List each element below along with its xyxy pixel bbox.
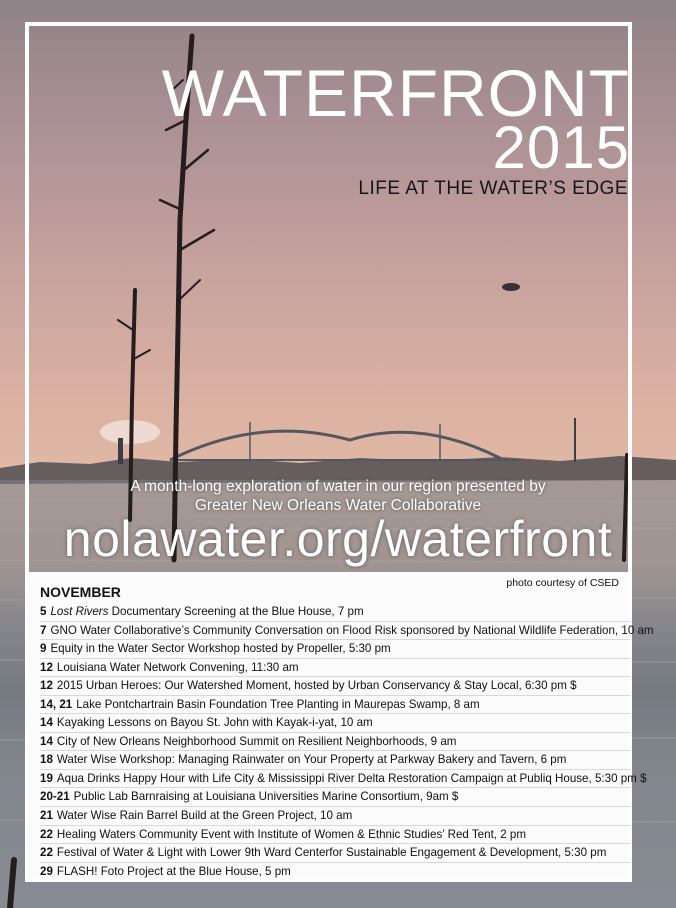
event-date: 14, 21 <box>40 697 73 711</box>
events-list <box>40 603 654 881</box>
event-date: 22 <box>40 846 53 860</box>
intro-line-2: Greater New Orleans Water Collaborative <box>194 497 482 514</box>
event-text: Water Wise Workshop: Managing Rainwater on Your Property at Parkway Bakery and Tavern, 6 pm <box>56 753 567 767</box>
event-item <box>40 677 630 696</box>
event-item <box>40 863 630 882</box>
subtitle: LIFE AT THE WATER’S EDGE <box>358 178 628 199</box>
intro-line-1: A month-long exploration of water in our region presented by <box>130 478 546 495</box>
month-heading: NOVEMBER <box>40 584 121 600</box>
event-item <box>40 696 630 715</box>
event-date: 18 <box>40 753 53 767</box>
event-date: 5 <box>40 605 47 618</box>
event-title-italic: Lost Rivers <box>50 605 109 618</box>
event-date: 20-21 <box>40 790 70 804</box>
event-text: Festival of Water & Light with Lower 9th Ward Centerfor Sustainable Engagement & Development, 5:30 pm <box>56 846 607 860</box>
event-text: Healing Waters Community Event with Institute of Women & Ethnic Studies’ Red Tent, 2 pm <box>56 827 527 841</box>
event-text: FLASH! Foto Project at the Blue House, 5 pm <box>56 864 291 878</box>
event-item <box>40 788 630 807</box>
event-text: Louisiana Water Network Convening, 11:30 am <box>56 660 299 674</box>
event-date: 12 <box>40 679 53 693</box>
event-item <box>40 807 630 826</box>
website-url[interactable]: nolawater.org/waterfront <box>63 511 613 567</box>
event-item <box>40 770 647 789</box>
event-date: 29 <box>40 864 53 878</box>
event-date: 14 <box>40 716 53 730</box>
event-text: City of New Orleans Neighborhood Summit on Resilient Neighborhoods, 9 am <box>56 734 457 748</box>
event-item <box>40 714 630 733</box>
event-item <box>40 603 630 622</box>
event-text: Public Lab Barnraising at Louisiana Universities Marine Consortium, 9am $ <box>73 790 459 804</box>
event-date: 14 <box>40 734 53 748</box>
event-text: Kayaking Lessons on Bayou St. John with Kayak-i-yat, 10 am <box>56 716 373 730</box>
event-text: Lake Pontchartrain Basin Foundation Tree Planting in Maurepas Swamp, 8 am <box>76 697 480 711</box>
event-date: 7 <box>40 623 47 637</box>
event-item <box>40 640 630 659</box>
event-text: Equity in the Water Sector Workshop hosted by Propeller, 5:30 pm <box>50 642 391 656</box>
event-date: 22 <box>40 827 53 841</box>
event-date: 19 <box>40 771 53 785</box>
event-item <box>40 733 630 752</box>
event-item <box>40 622 654 641</box>
event-item <box>40 751 630 770</box>
event-text: GNO Water Collaborative’s Community Conversation on Flood Risk sponsored by National Wildlife Federation, 10 am <box>50 623 654 637</box>
event-date: 12 <box>40 660 53 674</box>
event-date: 9 <box>40 642 47 656</box>
event-item <box>40 659 630 678</box>
photo-credit: photo courtesy of CSED <box>506 577 619 589</box>
title-waterfront: WATERFRONT <box>161 56 630 130</box>
event-text: Aqua Drinks Happy Hour with Life City & Mississippi River Delta Restoration Campaign at Publiq House, 5:30 pm $ <box>56 771 647 785</box>
events-panel <box>28 572 654 878</box>
title-year: 2015 <box>492 114 630 181</box>
event-item <box>40 844 630 863</box>
event-text: Water Wise Rain Barrel Build at the Green Project, 10 am <box>56 809 353 823</box>
event-item <box>40 826 630 845</box>
event-date: 21 <box>40 809 53 823</box>
event-text: 2015 Urban Heroes: Our Watershed Moment, hosted by Urban Conservancy & Stay Local, 6:30 pm $ <box>56 679 577 693</box>
event-text: Documentary Screening at the Blue House, 7 pm <box>108 605 364 618</box>
